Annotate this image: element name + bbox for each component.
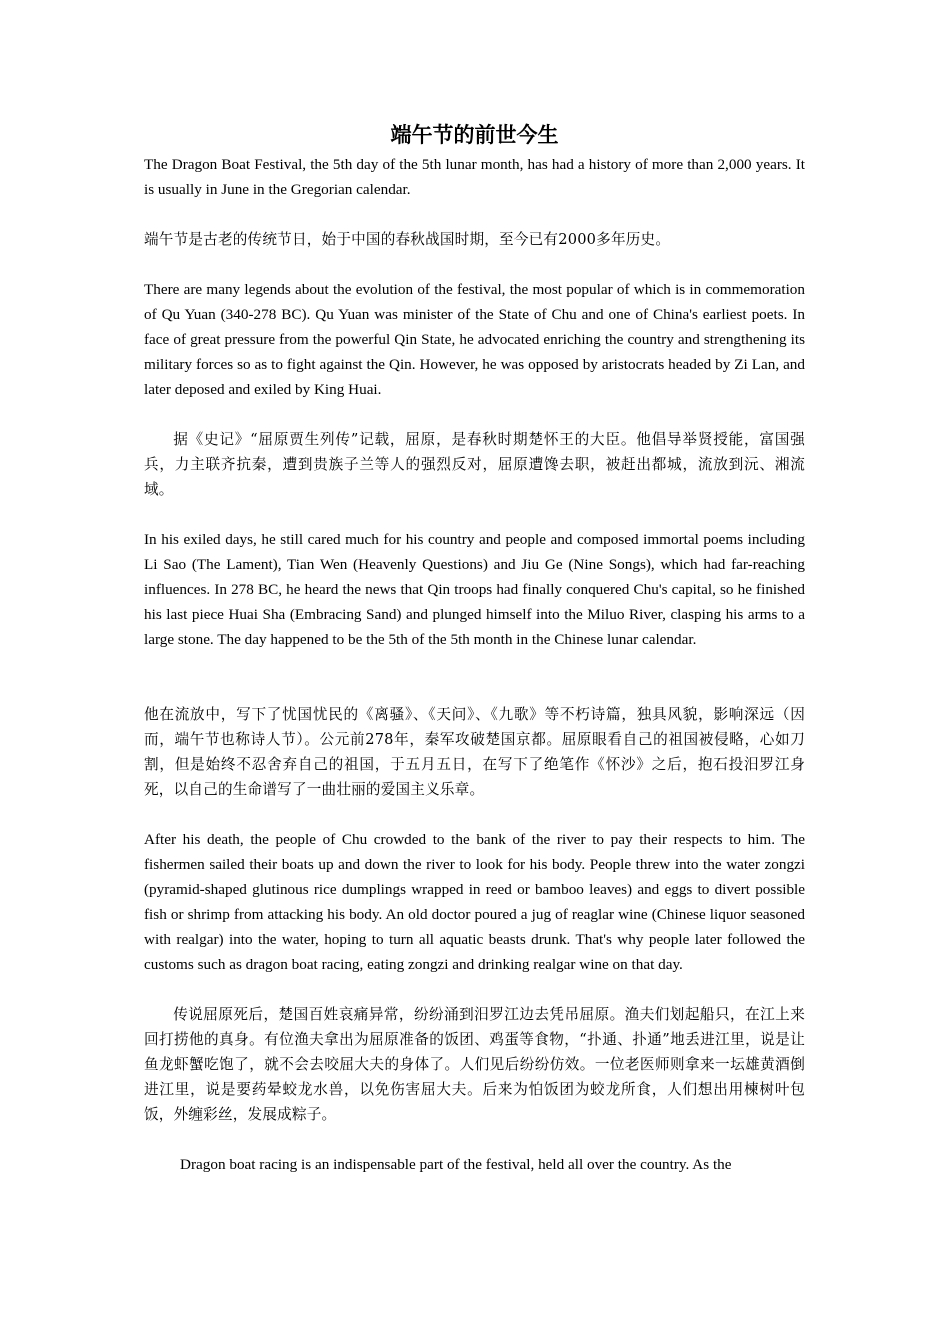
paragraph-zh-legend: 据《史记》“屈原贾生列传”记载，屈原，是春秋时期楚怀王的大臣。他倡导举贤授能，富国强兵，力主联齐抗秦，遭到贵族子兰等人的强烈反对，屈原遭馋去职，被赶出都城，流放到沅、湘流域。 [144, 431, 805, 498]
paragraph-spacer [144, 502, 805, 527]
paragraph-zh-customs: 传说屈原死后，楚国百姓哀痛异常，纷纷涌到汨罗江边去凭吊屈原。渔夫们划起船只，在江上来回打捞他的真身。有位渔夫拿出为屈原准备的饭团、鸡蛋等食物，“扑通、扑通”地丢进江里，说是让鱼龙虾蟹吃饱了，就不会去咬屈大夫的身体了。人们见后纷纷仿效。一位老医师则拿来一坛雄黄酒倒进江里，说是要药晕蛟龙水兽，以免伤害屈大夫。后来为怕饭团为蛟龙所食，人们想出用楝树叶包饭，外缠彩丝，发展成粽子。 [144, 1006, 805, 1123]
paragraph-spacer [144, 977, 805, 1002]
paragraph-spacer [144, 202, 805, 227]
paragraph-spacer [144, 252, 805, 277]
paragraph-en-intro: The Dragon Boat Festival, the 5th day of the 5th lunar month, has had a history of more than 2,000 years. It is usually in June in the Gregorian calendar. [144, 156, 805, 198]
paragraph-en-legend: There are many legends about the evolution of the festival, the most popular of which is in commemoration of Qu Yuan (340-278 BC). Qu Yuan was minister of the State of Chu and one of China's earliest poets. In face of great pressure from the powerful Qin State, he advocated enriching the country and strengthening its military forces so as to fight against the Qin. However, he was opposed by aristocrats headed by Zi Lan, and later deposed and exiled by King Huai. [144, 281, 805, 398]
paragraph-en-dragon-boat: Dragon boat racing is an indispensable part of the festival, held all over the country. As the [180, 1156, 732, 1173]
document-title: 端午节的前世今生 [390, 122, 559, 147]
paragraph-en-customs: After his death, the people of Chu crowded to the bank of the river to pay their respects to him. The fishermen sailed their boats up and down the river to look for his body. People threw into the water zongzi (pyramid-shaped glutinous rice dumplings wrapped in reed or bamboo leaves) and eggs to divert possible fish or shrimp from attacking his body. An old doctor poured a jug of reaglar wine (Chinese liquor seasoned with realgar) into the water, hoping to turn all aquatic beasts drunk. That's why people later followed the customs such as dragon boat racing, eating zongzi and drinking realgar wine on that day. [144, 831, 805, 973]
paragraph-spacer [144, 652, 805, 702]
paragraph-zh-intro: 端午节是古老的传统节日，始于中国的春秋战国时期，至今已有2000多年历史。 [144, 231, 671, 248]
paragraph-en-exile: In his exiled days, he still cared much for his country and people and composed immortal poems including Li Sao (The Lament), Tian Wen (Heavenly Questions) and Jiu Ge (Nine Songs), which had far-reaching influences. In 278 BC, he heard the news that Qin troops had finally conquered Chu's capital, so he finished his last piece Huai Sha (Embracing Sand) and plunged himself into the Miluo River, clasping his arms to a large stone. The day happened to be the 5th of the 5th month in the Chinese lunar calendar. [144, 531, 805, 648]
paragraph-spacer [144, 802, 805, 827]
document-page [144, 118, 805, 1177]
paragraph-zh-exile: 他在流放中，写下了忧国忧民的《离骚》、《天问》、《九歌》等不朽诗篇，独具风貌，影响深远（因而，端午节也称诗人节）。公元前278年，秦军攻破楚国京都。屈原眼看自己的祖国被侵略，心如刀割，但是始终不忍舍弃自己的祖国，于五月五日，在写下了绝笔作《怀沙》之后，抱石投汨罗江身死，以自己的生命谱写了一曲壮丽的爱国主义乐章。 [144, 706, 805, 798]
paragraph-spacer [144, 1127, 805, 1152]
paragraph-spacer [144, 402, 805, 427]
